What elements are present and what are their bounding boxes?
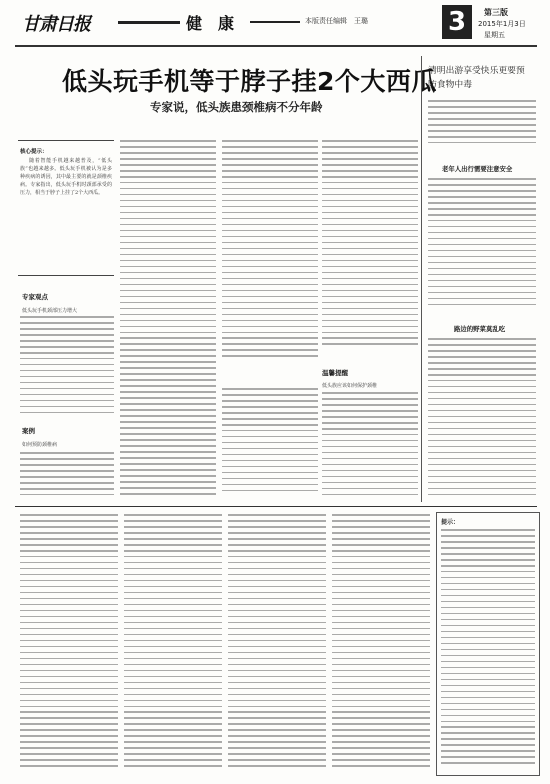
lead-col-1-text: [20, 316, 114, 420]
lead-subhead-line-3: 低头族应该如何保护颈椎: [322, 383, 378, 389]
lead-subhead-3: 温馨提醒: [322, 369, 348, 377]
date-label: 2015年1月3日: [478, 20, 526, 28]
notes-box-text: [441, 529, 535, 769]
core-hint-text: 随着智能手机越来越普及，“低头族”也越来越多。低头玩手机被认为是多种疾病的诱因，其中最主要的就是颈椎疾病。专家指出，低头玩手机时颈部承受的压力，相当于脖子上挂了2个大西瓜。: [20, 158, 112, 196]
lead-col-1b-text: [20, 452, 114, 500]
side-section-1-text: [428, 178, 536, 310]
lead-col-3-text: [222, 140, 318, 366]
section-name: 健 康: [186, 14, 235, 33]
lead-subhead-line-1: 低头玩手机颈部压力增大: [22, 308, 78, 314]
side-subhead-2: 路边的野菜莫乱吃: [454, 325, 506, 333]
column-divider: [421, 56, 422, 502]
lead-col-4b-text: [322, 392, 418, 500]
core-hint-box: [18, 140, 114, 276]
lower-col-2-text: [124, 514, 222, 774]
side-section-2-text: [428, 338, 536, 500]
masthead-bottom-rule: [15, 45, 537, 47]
notes-box-title: 提示：: [441, 519, 460, 526]
lead-headline: 低头玩手机等于脖子挂2个大西瓜: [62, 67, 437, 96]
page-number-badge: 3: [442, 5, 472, 39]
lead-subheadline: 专家说，低头族患颈椎病不分年龄: [150, 100, 323, 114]
lead-subhead-1: 专家观点: [22, 293, 48, 301]
lead-subhead-line-2: 如何预防颈椎病: [22, 442, 58, 448]
lower-col-4-text: [332, 514, 430, 774]
lead-subhead-2: 案例: [22, 427, 35, 435]
side-intro-text: [428, 100, 536, 148]
weekday-label: 星期五: [484, 31, 505, 39]
paper-name: 甘肃日报: [22, 14, 90, 35]
lead-col-3b-text: [222, 388, 318, 500]
side-headline: 清明出游享受快乐更要预防食物中毒: [428, 66, 525, 90]
edition-label: 第三版: [484, 8, 508, 17]
masthead-mid-rule: [250, 21, 300, 23]
lead-col-4-text: [322, 140, 418, 350]
masthead-logo-rule: [118, 21, 180, 24]
core-hint-kicker: 核心提示：: [20, 149, 48, 155]
side-subhead-1: 老年人出行需要注意安全: [442, 165, 513, 173]
lead-col-2-text: [120, 140, 216, 500]
notes-box: [436, 512, 540, 776]
lower-col-1-text: [20, 514, 118, 774]
lower-col-3-text: [228, 514, 326, 774]
masthead: [0, 0, 550, 45]
editor-line: 本版责任编辑 王璐: [305, 17, 368, 25]
section-separator: [15, 506, 537, 507]
